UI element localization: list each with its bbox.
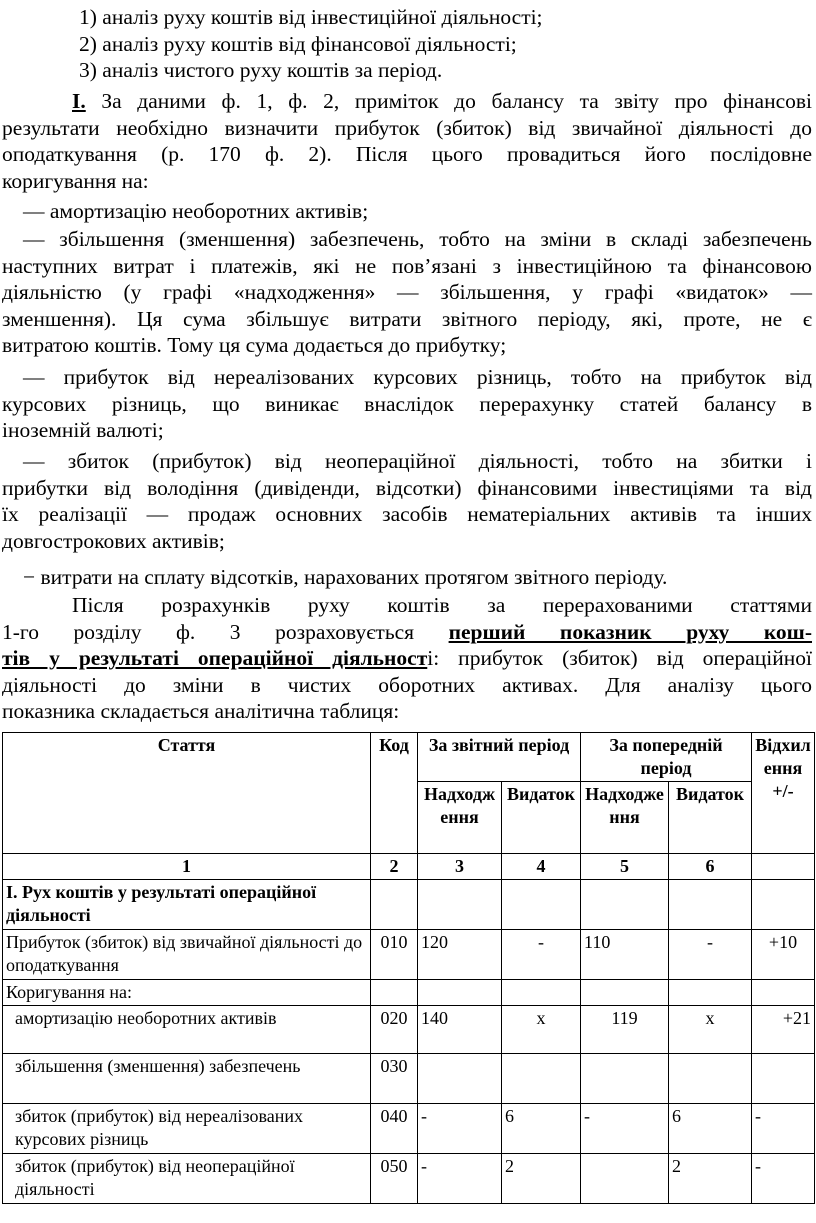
bullet-line: діяльністю (у графі «надходження» — збільшення, у графі «видаток» — [2,280,812,305]
column-number: 2 [371,854,418,880]
bullet-line: зменшення). Ця сума збільшує витрати звітного періоду, які, проте, не є [2,306,812,331]
empty-cell [752,880,815,930]
paragraph-intro [2,88,812,194]
row-current-expense: 2 [502,1154,581,1204]
row-code: 020 [371,1006,418,1054]
empty-cell [581,1054,669,1104]
column-number: 4 [502,854,581,880]
header-current-period: За звітний період [418,733,581,782]
header-deviation: Відхилення +/- [752,733,815,854]
row-code: 030 [371,1054,418,1104]
column-number-empty [752,854,815,880]
paragraph-line: показника складається аналітична таблиця: [2,699,400,724]
empty-cell [581,980,669,1006]
empty-cell [752,980,815,1006]
header-income: Надходження [418,782,502,854]
paragraph-line: 1-го розділу ф. 3 розраховується [2,619,449,644]
empty-cell [502,1054,581,1104]
section-marker: І. [72,89,86,113]
row-name: збиток (прибуток) від неопераційної діяльності [3,1154,371,1204]
section-title: І. Рух коштів у результаті операційної діяльності [3,880,371,930]
table-row [3,1054,815,1104]
header-article: Стаття [3,733,371,854]
paragraph-line: Після розрахунків руху коштів за перерахованими статтями [72,593,812,617]
empty-cell [418,1054,502,1104]
paragraph-line: діяльності до зміни в чистих оборотних активах. Для аналізу цього [2,672,812,697]
bullet-depreciation [2,198,812,225]
table-row [3,930,815,980]
row-previous-expense: 6 [669,1104,752,1154]
header-income: Надходження [581,782,669,854]
row-previous-expense: 2 [669,1154,752,1204]
bullet-provisions [2,226,812,359]
numbered-list [2,4,812,84]
empty-cell [502,980,581,1006]
row-previous-expense: - [669,930,752,980]
bullet-exchange-differences [2,364,812,444]
row-current-expense: - [502,930,581,980]
bullet-line: — збільшення (зменшення) забезпечень, тобто на зміни в складі забезпечень [23,227,812,251]
bullet-line: іноземній валюті; [2,418,164,443]
header-expense: Видаток [669,782,752,854]
row-previous-income: 110 [581,930,669,980]
row-name: Прибуток (збиток) від звичайної діяльності до оподаткування [3,930,371,980]
paragraph-line: і: прибуток (збиток) від операційної [427,646,812,671]
bullet-line: витратою коштів. Тому ця сума додається до прибутку; [2,333,507,358]
row-name: збиток (прибуток) від нереалізованих курсових різниць [3,1104,371,1154]
row-code: 050 [371,1154,418,1204]
table-row [3,980,815,1006]
paragraph-line: За даними ф. 1, ф. 2, приміток до балансу та звіту про фінансові [85,89,812,113]
emphasis-text: перший показник руху кош- [448,619,812,644]
column-number: 3 [418,854,502,880]
bullet-line: — амортизацію необоротних активів; [23,199,369,223]
bullet-non-operating [2,448,812,554]
row-previous-expense: х [669,1006,752,1054]
empty-cell [669,980,752,1006]
table-row [3,1154,815,1204]
row-current-expense: х [502,1006,581,1054]
emphasis-text: тів у результаті операційної діяльност [2,646,428,671]
row-previous-income [581,1154,669,1204]
bullet-line: їх реалізації — продаж основних засобів нематеріальних активів та інших [2,502,812,527]
row-deviation: - [752,1154,815,1204]
bullet-line: наступних витрат і платежів, які не пов’язані з інвестиційною та фінансовою [2,253,812,278]
paragraph-line: коригування на: [2,168,149,193]
empty-cell [581,880,669,930]
list-item: 1) аналіз руху коштів від інвестиційної діяльності; [79,5,543,29]
column-number: 1 [3,854,371,880]
list-item: 2) аналіз руху коштів від фінансової діяльності; [79,31,517,56]
row-name: амортизацію необоротних активів [3,1006,371,1054]
empty-cell [669,1054,752,1104]
paragraph-indicator [2,592,812,725]
list-item: 3) аналіз чистого руху коштів за період. [79,58,443,83]
header-previous-period: За попередній період [581,733,752,782]
row-name: збільшення (зменшення) забезпечень [3,1054,371,1104]
empty-cell [418,980,502,1006]
row-current-income: - [418,1104,502,1154]
analysis-table [2,732,815,1204]
row-deviation: - [752,1104,815,1154]
header-expense: Видаток [502,782,581,854]
bullet-line: прибутки від володіння (дивіденди, відсотки) фінансовими інвестиціями та від [2,475,812,500]
row-current-expense: 6 [502,1104,581,1154]
bullet-line: − витрати на сплату відсотків, нарахованих протягом звітного періоду. [23,565,668,589]
empty-cell [502,880,581,930]
table-row [3,1104,815,1154]
bullet-line: — прибуток від нереалізованих курсових різниць, тобто на прибуток від [23,365,812,389]
row-code: 040 [371,1104,418,1154]
row-previous-income: 119 [581,1006,669,1054]
paragraph-line: результати необхідно визначити прибуток (збиток) від звичайної діяльності до [2,115,812,140]
empty-cell [418,880,502,930]
empty-cell [371,980,418,1006]
empty-cell [669,880,752,930]
row-current-income: - [418,1154,502,1204]
column-number: 6 [669,854,752,880]
row-previous-income: - [581,1104,669,1154]
bullet-interest [2,564,812,591]
bullet-line: — збиток (прибуток) від неопераційної діяльності, тобто на збитки і [23,449,812,473]
row-deviation: +10 [752,930,815,980]
column-number: 5 [581,854,669,880]
row-current-income: 140 [418,1006,502,1054]
empty-cell [371,880,418,930]
row-deviation: +21 [752,1006,815,1054]
table-row [3,1006,815,1054]
bullet-line: курсових різниць, що виникає внаслідок перерахунку статей балансу в [2,391,812,416]
row-current-income: 120 [418,930,502,980]
row-name: Коригування на: [3,980,371,1006]
bullet-line: довгострокових активів; [2,528,225,553]
empty-cell [752,1054,815,1104]
paragraph-line: оподаткування (р. 170 ф. 2). Після цього провадиться його послідовне [2,142,812,167]
row-code: 010 [371,930,418,980]
header-code: Код [371,733,418,854]
